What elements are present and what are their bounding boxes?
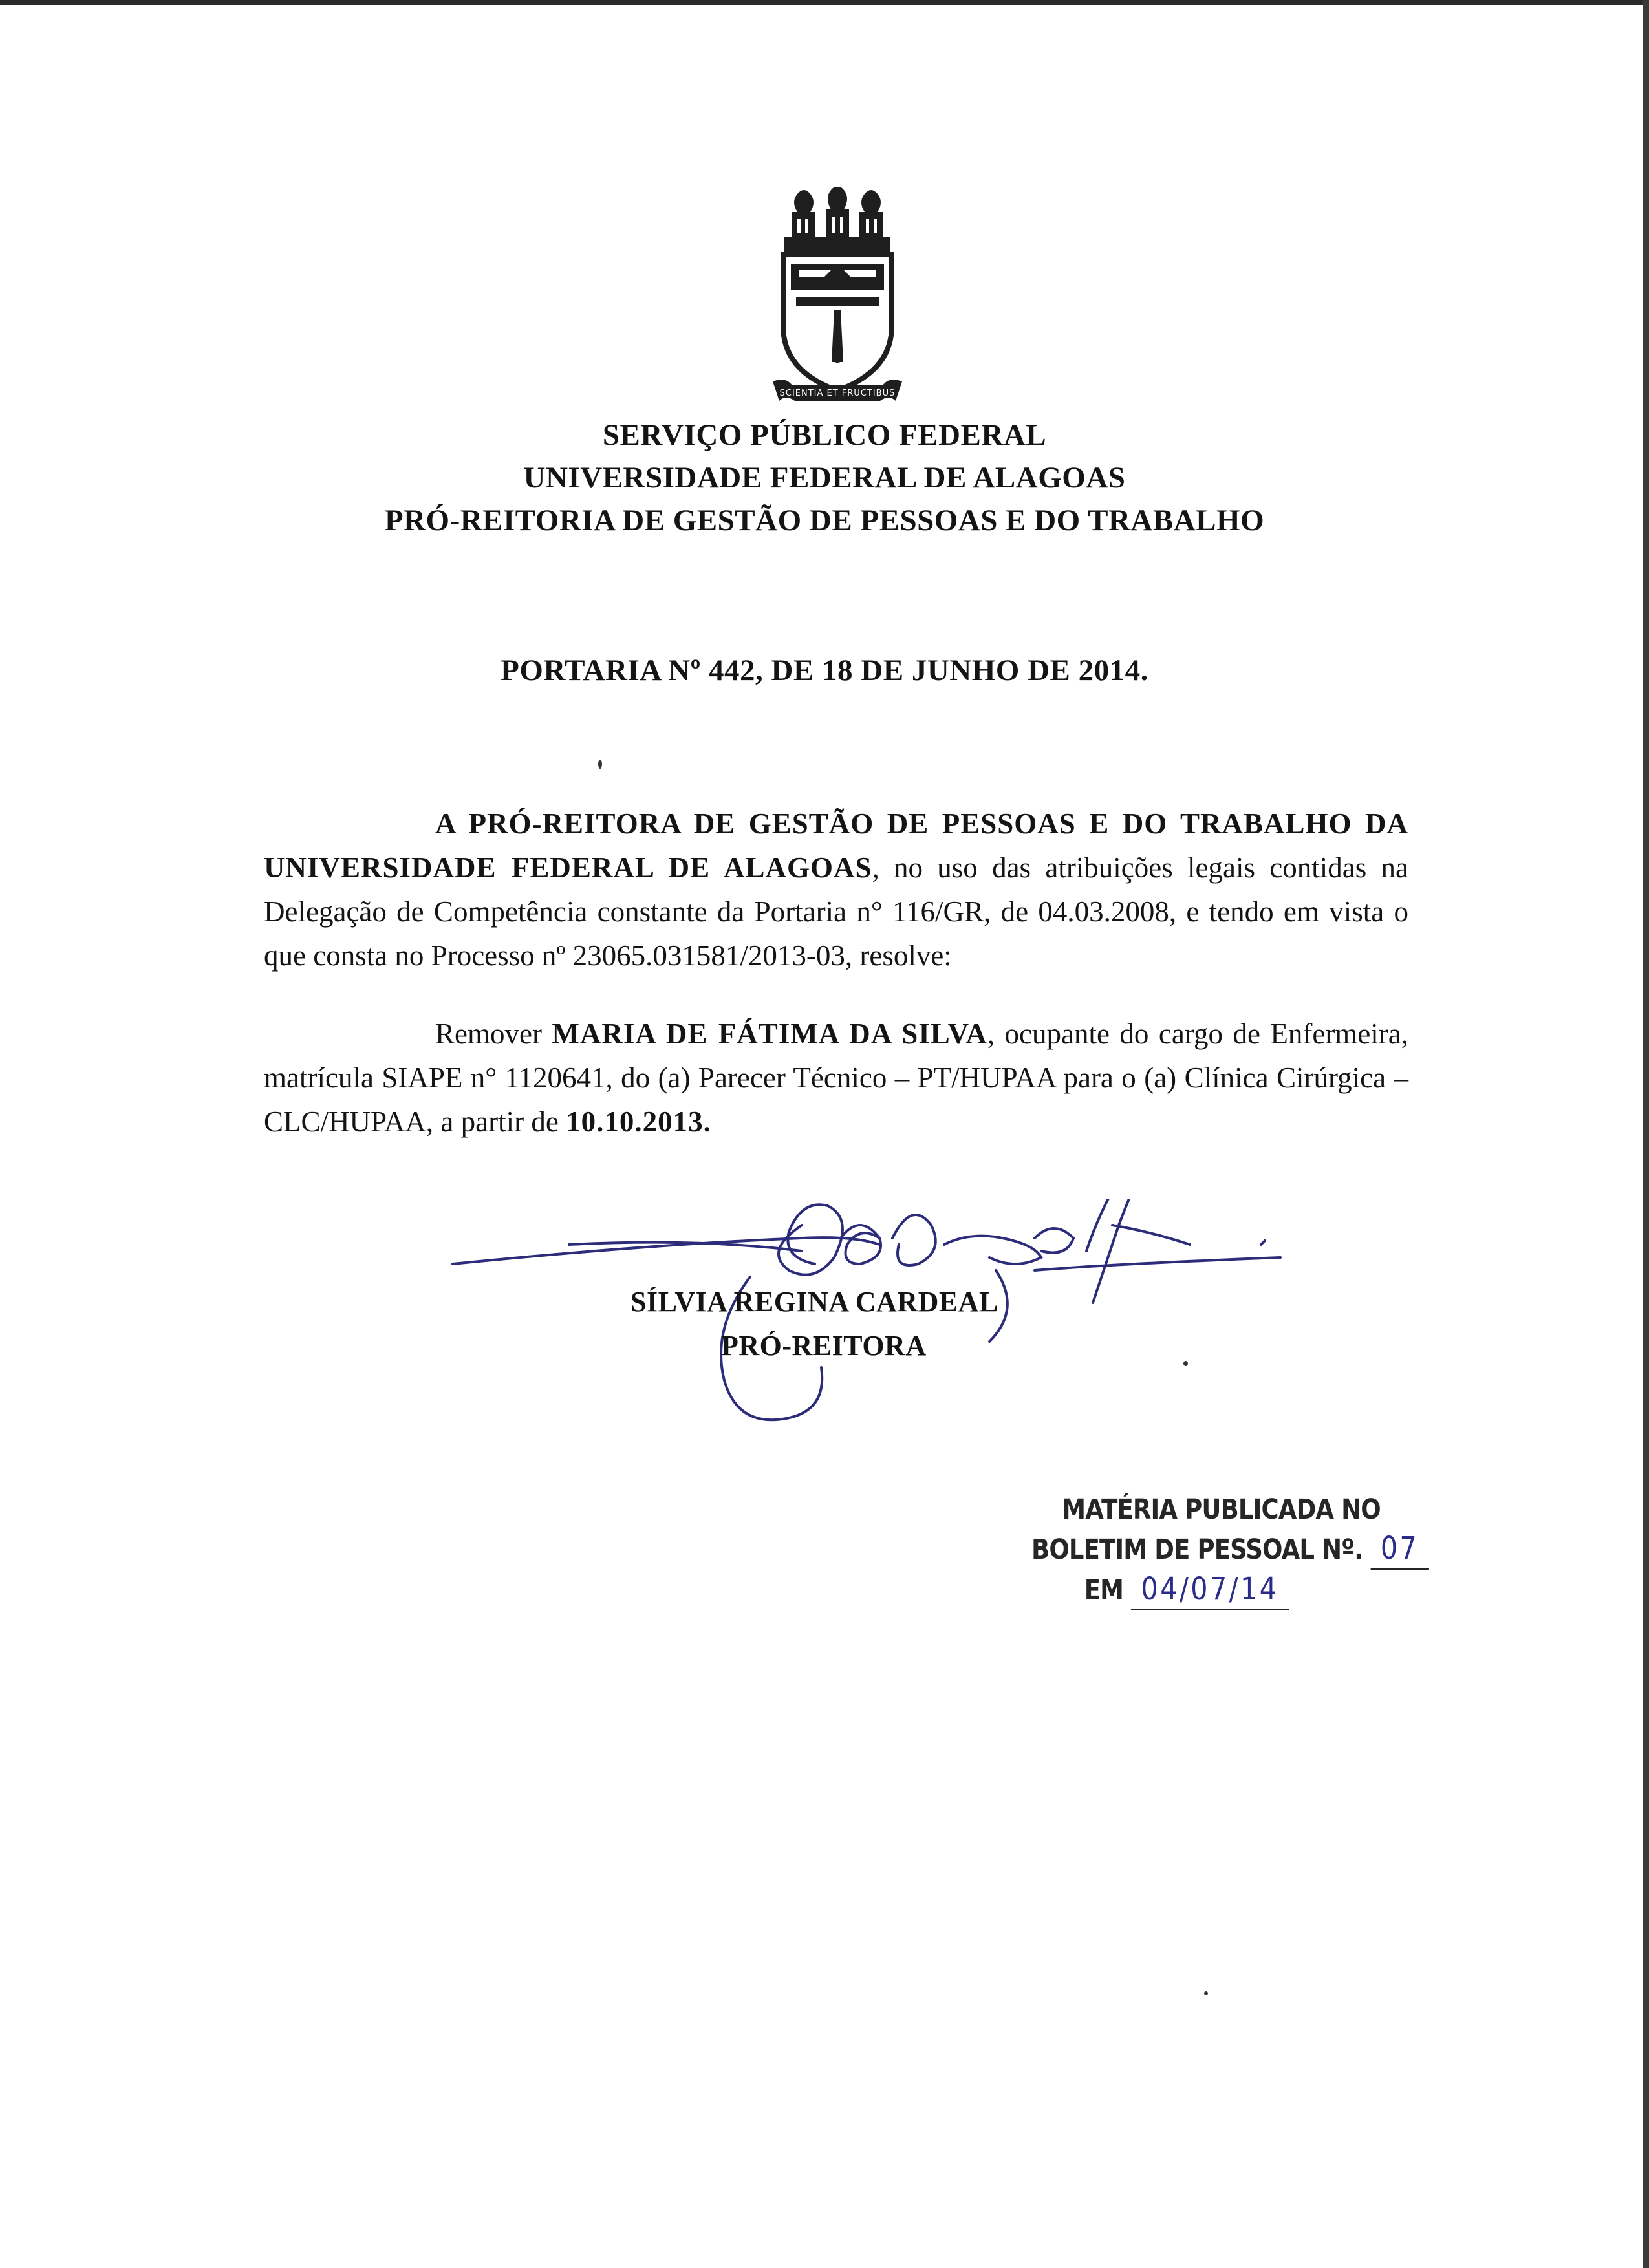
header-line-department: PRÓ-REITORIA DE GESTÃO DE PESSOAS E DO TRABALHO (384, 504, 1265, 537)
resolution-verb: Remover (435, 1018, 552, 1050)
signer-name: SÍLVIA REGINA CARDEAL (630, 1286, 998, 1318)
stamp-date-label: EM (1084, 1574, 1124, 1607)
header-line-university: UNIVERSIDADE FEDERAL DE ALAGOAS (523, 461, 1126, 495)
signer-role: PRÓ-REITORA (721, 1330, 927, 1362)
stamp-bulletin-label: BOLETIM DE PESSOAL Nº. (1031, 1534, 1363, 1566)
scan-speck (1204, 1991, 1208, 1995)
stamp-date-value: 04/07/14 (1131, 1570, 1289, 1610)
intro-paragraph (264, 802, 1408, 978)
document-header (0, 414, 1649, 542)
scan-speck (1183, 1361, 1188, 1366)
effective-date: 10.10.2013. (566, 1106, 711, 1138)
scan-speck (598, 760, 602, 769)
crest-motto: SCIENTIA ET FRUCTIBUS (779, 389, 896, 398)
stamp-line-date (1031, 1570, 1429, 1610)
publication-stamp (1031, 1490, 1429, 1610)
resolution-paragraph (264, 1012, 1408, 1144)
stamp-line-published: MATÉRIA PUBLICADA NO (1062, 1493, 1381, 1526)
ordinance-title: PORTARIA Nº 442, DE 18 DE JUNHO DE 2014. (501, 654, 1148, 687)
scan-edge-right (1643, 0, 1649, 2268)
intro-authority: A PRÓ-REITORA DE GESTÃO DE PESSOAS E DO TRABALHO DA UNIVERSIDADE FEDERAL DE ALAGOAS (264, 808, 1408, 884)
intro-text: , no uso das atribuições legais contidas na Delegação de Competência constante da Portaria n° 116/GR, de 04.03.2008, e tendo em vista o que consta no Processo nº 23065.031581/2013-03, resolve: (264, 851, 1408, 972)
stamp-line-bulletin (1031, 1529, 1429, 1570)
employee-name: MARIA DE FÁTIMA DA SILVA (552, 1018, 987, 1050)
signer-block (630, 1280, 998, 1368)
stamp-bulletin-number: 07 (1370, 1529, 1428, 1570)
scan-edge-top (0, 0, 1649, 5)
header-line-service: SERVIÇO PÚBLICO FEDERAL (602, 418, 1047, 452)
resolution-details: , ocupante do cargo de Enfermeira, matrícula SIAPE n° 1120641, do (a) Parecer Técnico – PT/HUPAA para o (a) Clínica Cirúrgica – CLC/HUPAA, a partir de (264, 1018, 1408, 1138)
university-crest-logo (773, 187, 902, 411)
